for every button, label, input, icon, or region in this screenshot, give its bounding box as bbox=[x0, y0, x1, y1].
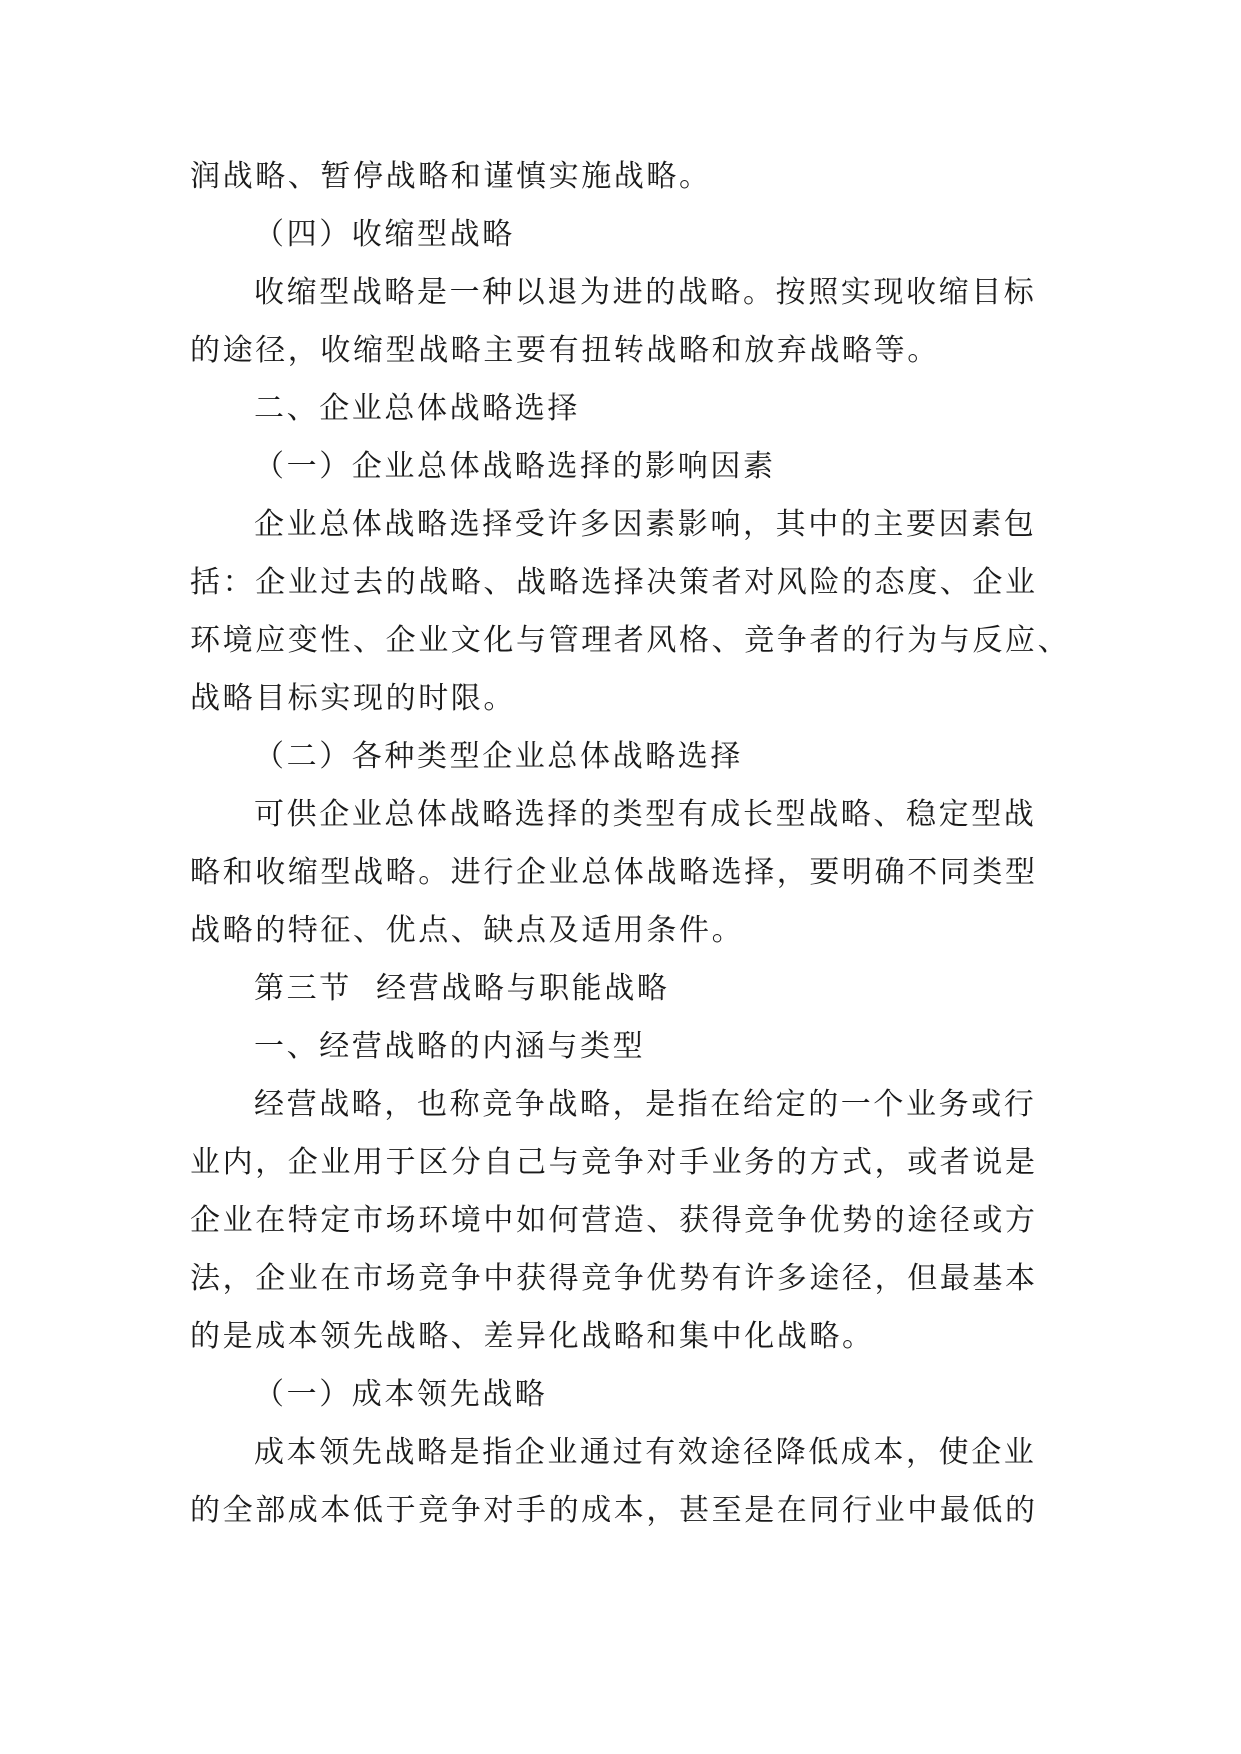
subsection-heading: （一）企业总体战略选择的影响因素 bbox=[254, 449, 776, 484]
paragraph-line: 成本领先战略是指企业通过有效途径降低成本，使企业 bbox=[254, 1435, 1037, 1470]
paragraph-line: 法，企业在市场竞争中获得竞争优势有许多途径，但最基本 bbox=[190, 1261, 1038, 1296]
subsection-heading: （四）收缩型战略 bbox=[254, 217, 515, 252]
paragraph-line: 的全部成本低于竞争对手的成本，甚至是在同行业中最低的 bbox=[190, 1493, 1038, 1528]
section-heading: 二、企业总体战略选择 bbox=[254, 391, 580, 426]
paragraph-line: 可供企业总体战略选择的类型有成长型战略、稳定型战 bbox=[254, 797, 1037, 832]
paragraph-line: 略和收缩型战略。进行企业总体战略选择，要明确不同类型 bbox=[190, 855, 1038, 890]
paragraph-line: 战略目标实现的时限。 bbox=[190, 681, 516, 716]
paragraph-line: 收缩型战略是一种以退为进的战略。按照实现收缩目标 bbox=[254, 275, 1037, 310]
paragraph-line: 企业在特定市场环境中如何营造、获得竞争优势的途径或方 bbox=[190, 1203, 1038, 1238]
subsection-heading: （二）各种类型企业总体战略选择 bbox=[254, 739, 743, 774]
paragraph-line: 业内，企业用于区分自己与竞争对手业务的方式，或者说是 bbox=[190, 1145, 1038, 1180]
paragraph-line: 经营战略，也称竞争战略，是指在给定的一个业务或行 bbox=[254, 1087, 1037, 1122]
paragraph-line: 的是成本领先战略、差异化战略和集中化战略。 bbox=[190, 1319, 875, 1354]
subsection-heading: （一）成本领先战略 bbox=[254, 1377, 548, 1412]
paragraph-line: 战略的特征、优点、缺点及适用条件。 bbox=[190, 913, 745, 948]
paragraph-line: 环境应变性、企业文化与管理者风格、竞争者的行为与反应、 bbox=[190, 623, 1071, 658]
paragraph-line: 括：企业过去的战略、战略选择决策者对风险的态度、企业 bbox=[190, 565, 1038, 600]
paragraph-line: 企业总体战略选择受许多因素影响，其中的主要因素包 bbox=[254, 507, 1037, 542]
section-heading: 一、经营战略的内涵与类型 bbox=[254, 1029, 646, 1064]
document-body bbox=[190, 148, 1071, 1540]
paragraph-line: 润战略、暂停战略和谨慎实施战略。 bbox=[190, 159, 712, 194]
chapter-section-heading: 第三节 经营战略与职能战略 bbox=[254, 971, 670, 1006]
paragraph-line: 的途径，收缩型战略主要有扭转战略和放弃战略等。 bbox=[190, 333, 940, 368]
